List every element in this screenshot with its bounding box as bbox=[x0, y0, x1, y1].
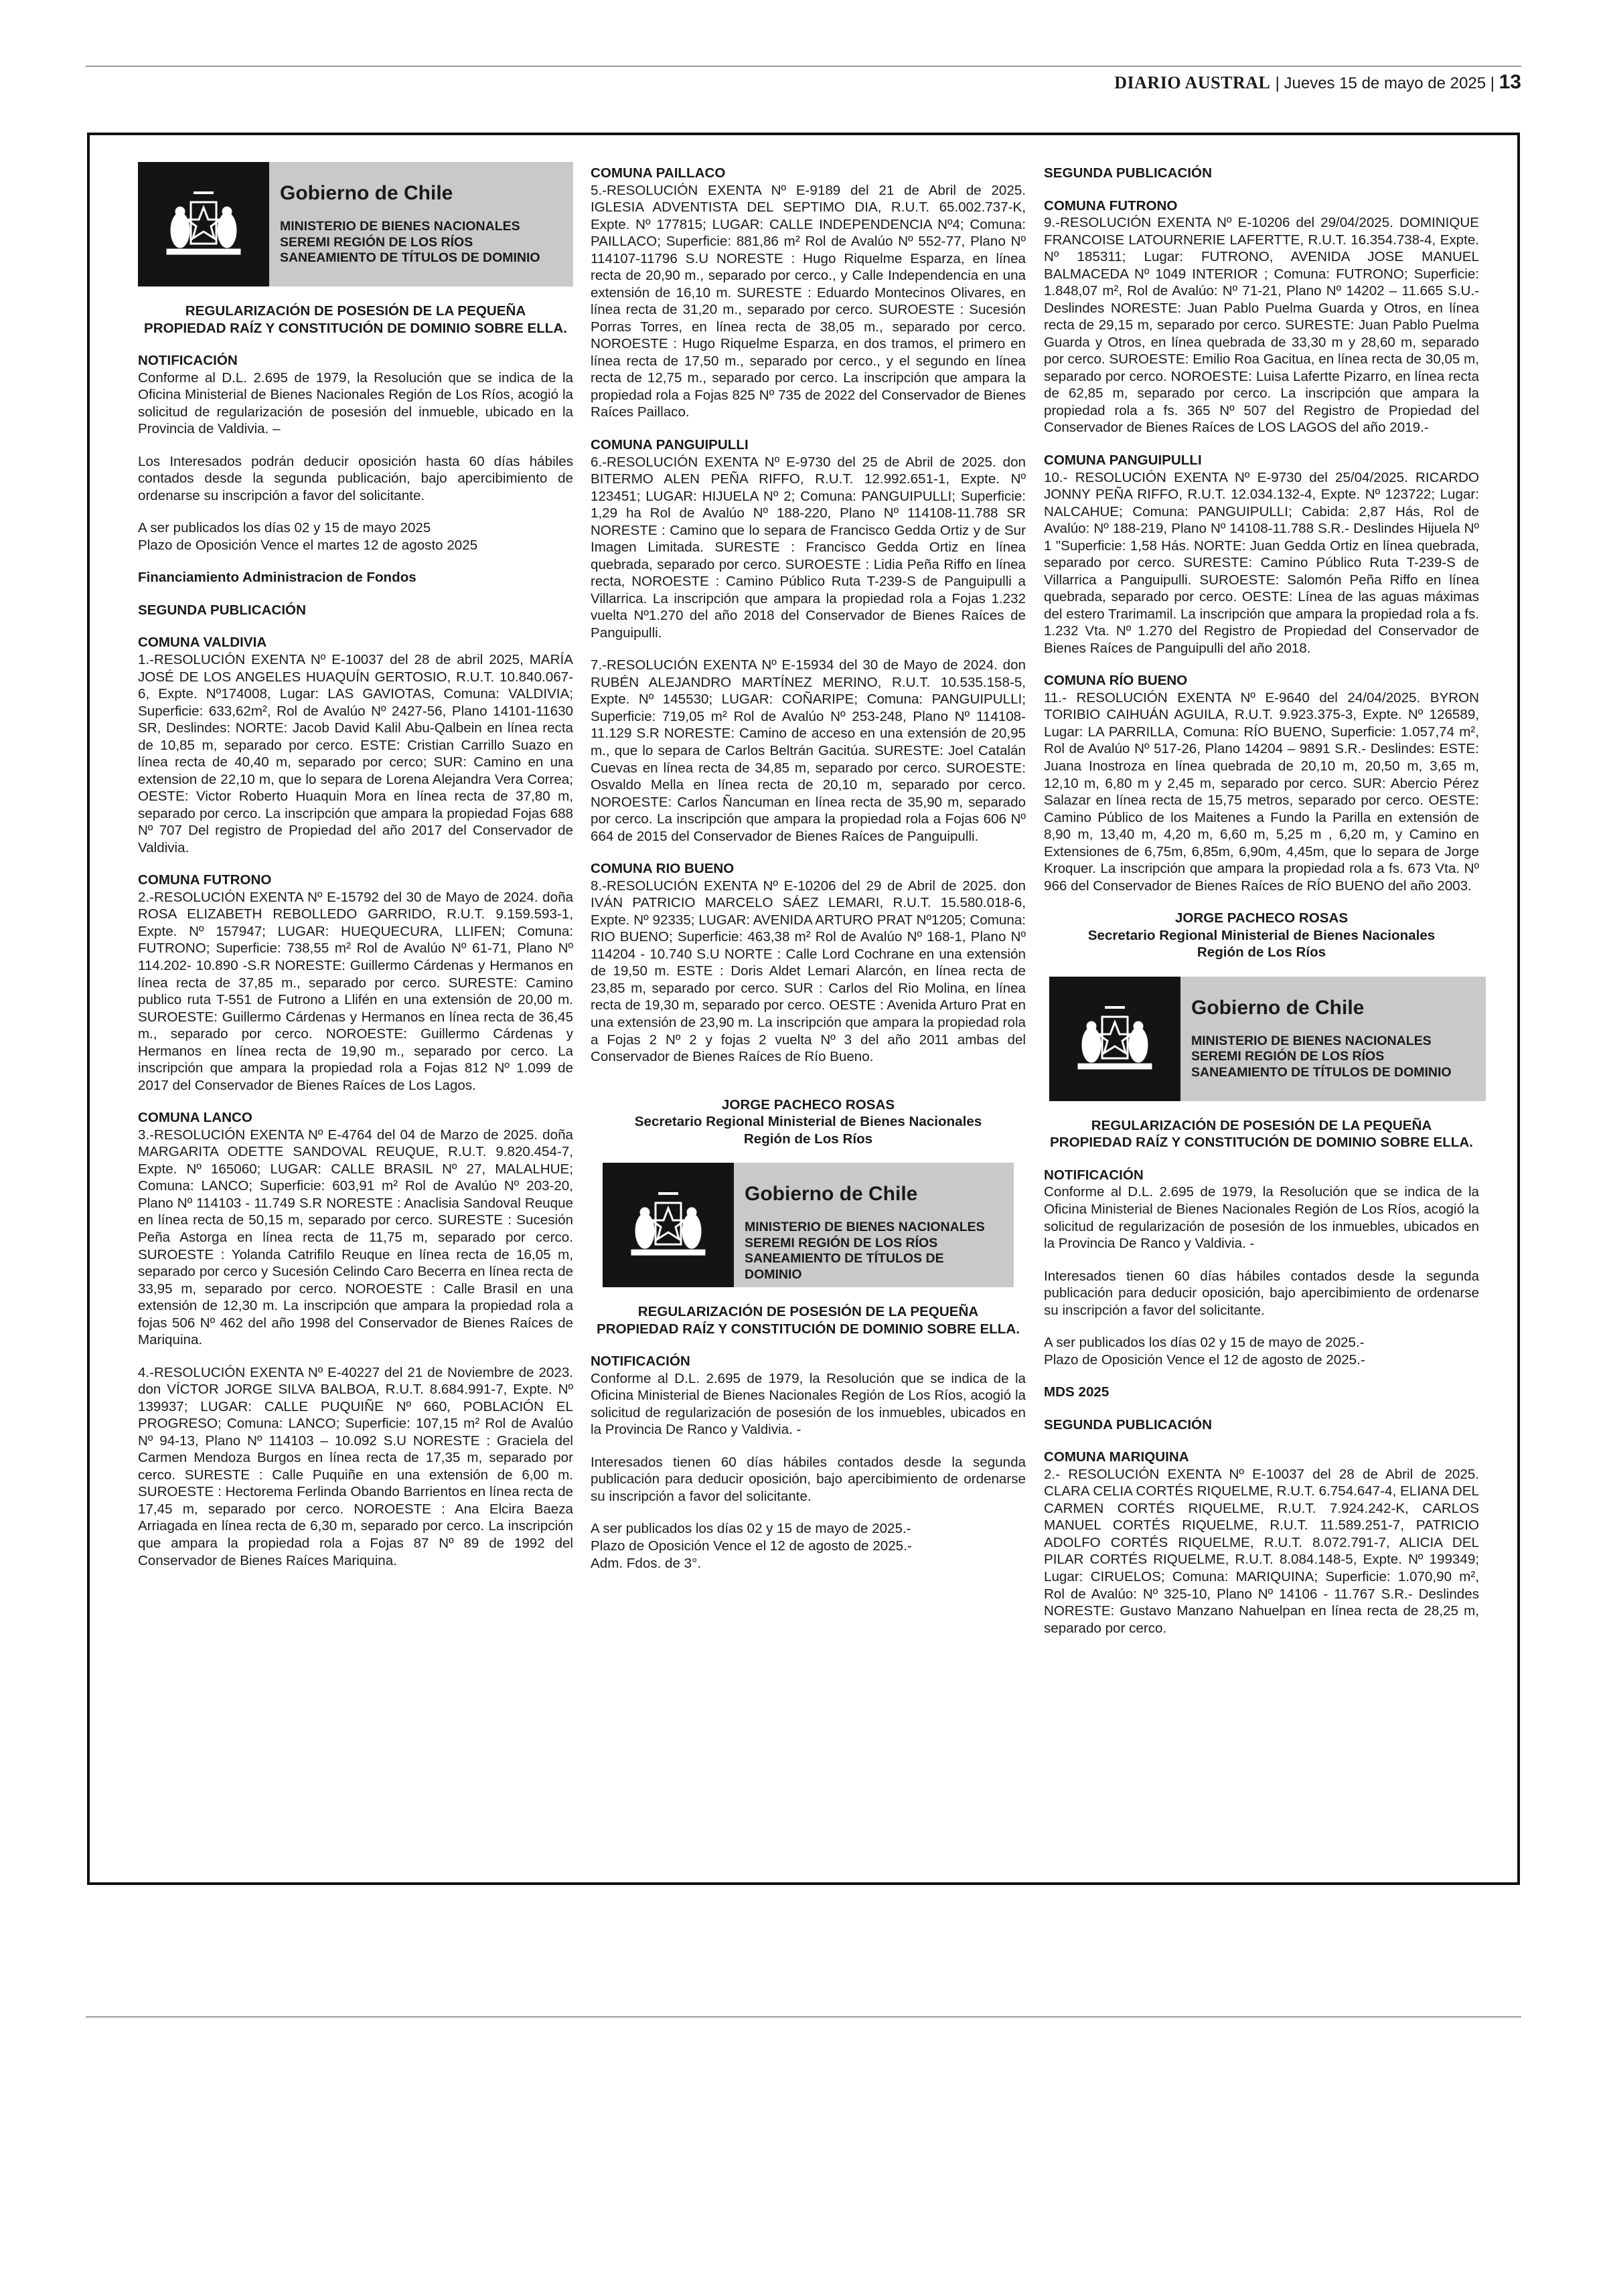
resolucion-5: 5.-RESOLUCIÓN EXENTA Nº E-9189 del 21 de Abril de 2025. IGLESIA ADVENTISTA DEL SEPTIMO DIA, R.U.T. 65.002.737-K, Expte. Nº 177815; LUGAR: CALLE INDEPENDENCIA Nº4; Comuna: PAILLACO; Superficie: 881,86 m² Rol de Avalúo Nº 552-77, Plano Nº 114107-11796 S.U NORESTE : Hugo Riquelme Esparza, en línea recta de 20,90 m., separado por cerco., y Calle Independencia en una extensión de 16,10 m. SURESTE : Eduardo Montecinos Olivares, en línea recta de 31,20 m., separado por cerco. SUROESTE : Sucesión Porras Torres, en línea recta de 38,05 m., separado por cerco. NOROESTE : Hugo Riquelme Esparza, en dos tramos, el primero en línea recta de 17,50 m., separado por cerco., y el segundo en línea recta de 12,75 m., separado por cerco. La inscripción que ampara la propiedad rola a Fojas 825 Nº 735 de 2022 del Conservador de Bienes Raíces Paillaco. bbox=[591, 182, 1026, 420]
oposicion-text: Interesados tienen 60 días hábiles contados desde la segunda publicación para deducir oposición, bajo apercibimiento de ordenarse su inscripción a favor del solicitante. bbox=[1044, 1268, 1479, 1318]
comuna-heading: COMUNA PAILLACO bbox=[591, 165, 726, 181]
signer-region: Región de Los Ríos bbox=[1197, 945, 1326, 961]
issue-date: Jueves 15 de mayo de 2025 bbox=[1284, 74, 1486, 92]
intro-text: Conforme al D.L. 2.695 de 1979, la Resolución que se indica de la Oficina Ministerial de Bienes Nacionales Región de Los Ríos, acogió la solicitud de regularización de posesión de los inmuebles, ubicados en la Provincia De Ranco y Valdivia. - bbox=[1044, 1184, 1479, 1252]
resolucion-mariquina-2: 2.- RESOLUCIÓN EXENTA Nº E-10037 del 28 de Abril de 2025. CLARA CELIA CORTÉS RIQUELME, R.U.T. 6.754.647-4, ELIANA DEL CARMEN CORTÉS RIQUELME, R.U.T. 7.924.242-K, CARLOS MANUEL CORTÉS RIQUELME, R.U.T. 11.589.251-7, PATRICIO ADOLFO CORTÉS RIQUELME, R.U.T. 8.072.791-7, ALICIA DEL PILAR CORTÉS RIQUELME, R.U.T. 8.084.148-5, Expte. Nº 199349; Lugar: CIRUELOS; Comuna: MARIQUINA; Superficie: 1.070,90 m², Rol de Avalúo: Nº 325-10, Plano Nº 14106 - 11.767 S.R.- Deslindes NORESTE: Gustavo Manzano Nahuelpan en línea recta de 28,25 m, separado por cerco. bbox=[1044, 1466, 1479, 1636]
resolucion-7: 7.-RESOLUCIÓN EXENTA Nº E-15934 del 30 de Mayo de 2024. don RUBÉN ALEJANDRO MARTÍNEZ MERINO, R.U.T. 10.535.158-5, Expte. Nº 145530; LUGAR: COÑARIPE; Comuna: PANGUIPULLI; Superficie: 719,05 m² Rol de Avalúo Nº 253-248, Plano Nº 114108-11.129 S.R NORESTE: Camino de acceso en una extensión de 20,95 m., que lo separa de Carlos Beltrán Gacitúa. SURESTE: Joel Catalán Cuevas en línea recta de 34,85 m, separado por cerco. SUROESTE: Osvaldo Mella en línea recta de 20,10 m, separado por cerco. NOROESTE: Carlos Ñancuman en línea recta de 35,90 m, separado por cerco. La inscripción que ampara la propiedad rola a Fojas 606 Nº 664 de 2015 del Conservador de Bienes Raíces de Panguipulli. bbox=[591, 657, 1026, 844]
saneamiento-line: SANEAMIENTO DE TÍTULOS DE DOMINIO bbox=[280, 250, 540, 265]
ministerio-line: MINISTERIO DE BIENES NACIONALES bbox=[745, 1220, 985, 1235]
gobierno-title: Gobierno de Chile bbox=[745, 1183, 918, 1206]
ministerio-line: MINISTERIO DE BIENES NACIONALES bbox=[280, 219, 520, 234]
gobierno-title: Gobierno de Chile bbox=[1191, 996, 1365, 1019]
column-2 bbox=[591, 165, 1026, 1572]
banner-info bbox=[734, 1163, 1014, 1287]
resolucion-6: 6.-RESOLUCIÓN EXENTA Nº E-9730 del 25 de Abril de 2025. don BITERMO ALEN PEÑA RIFFO, R.U.T. 12.992.651-1, Expte. Nº 123451; LUGAR: HIJUELA Nº 2; Comuna: PANGUIPULLI; Superficie: 1,29 ha Rol de Avalúo Nº 188-220, Plano Nº 114108-11.788 SR NORESTE : Camino que lo separa de Francisco Gedda Ortiz y de Sur Imagen Limitada. SURESTE : Francisco Gedda Ortiz en línea quebrada, separado por cerco. SUROESTE : Lidia Peña Riffo en línea recta, NOROESTE : Camino Público Ruta T-239-S de Panguipulli a Villarrica. La inscripción que ampara la propiedad rola a Fojas 1.232 vuelta Nº1.270 del año 2018 del Conservador de Bienes Raíces de Panguipulli. bbox=[591, 454, 1026, 641]
mds-heading: MDS 2025 bbox=[1044, 1384, 1109, 1400]
bottom-rule bbox=[86, 2016, 1521, 2018]
notice-title-line1: REGULARIZACIÓN DE POSESIÓN DE LA PEQUEÑA bbox=[637, 1304, 979, 1320]
ministerio-line: MINISTERIO DE BIENES NACIONALES bbox=[1191, 1034, 1432, 1049]
notice-title-line2: PROPIEDAD RAÍZ Y CONSTITUCIÓN DE DOMINIO SOBRE ELLA. bbox=[1050, 1135, 1473, 1151]
page-number: 13 bbox=[1499, 71, 1521, 93]
notice-frame bbox=[87, 133, 1520, 1885]
intro-text: Conforme al D.L. 2.695 de 1979, la Resolución que se indica de la Oficina Ministerial de Bienes Nacionales Región de Los Ríos, acogió la solicitud de regularización de posesión de los inmuebles, ubicados en la Provincia De Ranco y Valdivia. - bbox=[591, 1370, 1026, 1438]
notice-title-line1: REGULARIZACIÓN DE POSESIÓN DE LA PEQUEÑA bbox=[185, 303, 526, 319]
segunda-publicacion-heading: SEGUNDA PUBLICACIÓN bbox=[1044, 165, 1212, 181]
comuna-heading: COMUNA VALDIVIA bbox=[138, 635, 267, 651]
saneamiento-line: SANEAMIENTO DE TÍTULOS DE DOMINIO bbox=[745, 1251, 944, 1282]
comuna-heading: COMUNA RÍO BUENO bbox=[1044, 673, 1188, 689]
notice-title-line2: PROPIEDAD RAÍZ Y CONSTITUCIÓN DE DOMINIO SOBRE ELLA. bbox=[597, 1321, 1020, 1337]
notice-title-line1: REGULARIZACIÓN DE POSESIÓN DE LA PEQUEÑA bbox=[1091, 1117, 1432, 1133]
plazo-oposicion: Plazo de Oposición Vence el 12 de agosto de 2025.- bbox=[591, 1538, 912, 1554]
oposicion-text: Interesados tienen 60 días hábiles contados desde la segunda publicación para deducir oposición, bajo apercibimiento de ordenarse su inscripción a favor del solicitante. bbox=[591, 1454, 1026, 1504]
resolucion-9: 9.-RESOLUCIÓN EXENTA Nº E-10206 del 29/04/2025. DOMINIQUE FRANCOISE LATOURNERIE LAFERTTE, R.U.T. 16.354.738-4, Expte. Nº 185311; Lugar: FUTRONO, AVENIDA JOSE MANUEL BALMACEDA Nº 1049 INTERIOR ; Comuna: FUTRONO; Superficie: 1.848,07 m², Rol de Avalúo: Nº 71-21, Plano Nº 14202 – 11.665 S.U.- Deslindes NORESTE: Juan Pablo Puelma Guarda y Otros, en línea recta de 29,15 m, separado por cerco. SURESTE: Juan Pablo Puelma Guarda y Otros, en línea quebrada de 33,30 m y 28,60 m, separado por cerco. SUROESTE: Emilio Roa Gacitua, en línea recta de 30,05 m, separado por cerco. NOROESTE: Luisa Lafertte Pizarro, en línea recta de 62,85 m, separado por cerco. La inscripción que ampara la propiedad rola a fs. 365 Nº 507 del Registro de Propiedad del Conservador de Bienes Raíces de LOS LAGOS del año 2019.- bbox=[1044, 215, 1479, 436]
resolucion-2: 2.-RESOLUCIÓN EXENTA Nº E-15792 del 30 de Mayo de 2024. doña ROSA ELIZABETH REBOLLEDO GARRIDO, R.U.T. 9.159.593-1, Expte. Nº 157947; LUGAR: HUEQUECURA, LLIFEN; Comuna: FUTRONO; Superficie: 738,55 m² Rol de Avalúo Nº 61-71, Plano Nº 114.202- 10.890 -S.R NORESTE: Guillermo Cárdenas y Hermanos en línea recta de 37,85 m., separado por cerco. SURESTE: Camino publico ruta T-551 de Futrono a Llifén en una extensión de 20,00 m. SUROESTE: Guillermo Cárdenas y Hermanos en línea recta de 36,45 m., separado por cerco. NOROESTE: Guillermo Cárdenas y Hermanos en línea recta de 19,90 m., separado por cerco. La inscripción que ampara la propiedad rola a Fojas 812 Nº 1.099 de 2017 del Conservador de Bienes Raíces de Los Lagos. bbox=[138, 889, 573, 1093]
fechas-publicacion: A ser publicados los días 02 y 15 de mayo de 2025.- bbox=[1044, 1335, 1365, 1351]
resolucion-1: 1.-RESOLUCIÓN EXENTA Nº E-10037 del 28 de abril 2025, MARÍA JOSÉ DE LOS ANGELES HUAQUÍN GERTOSIO, R.U.T. 10.840.067-6, Expte. Nº174008, Lugar: LAS GAVIOTAS, Comuna: VALDIVIA; Superficie: 633,62m², Rol de Avalúo Nº 2427-56, Plano 14101-11630 SR, Deslindes: NORTE: Jacob David Kalil Abu-Qalbein en línea recta de 10,85 m, separado por cerco. ESTE: Cristian Carrillo Suazo en línea recta de 40,40 m, separado por cerco; SUR: Camino en una extension de 22,10 m, que lo separa de Lorena Alejandra Vera Correa; OESTE: Victor Roberto Huaquin Mora en línea recta de 37,80 m, separado por cerco. La inscripción que ampara la propiedad Fojas 688 Nº 707 Del registro de Propiedad del año 2017 del Conservador de Valdivia. bbox=[138, 651, 573, 855]
comuna-heading: COMUNA FUTRONO bbox=[138, 872, 272, 888]
resolucion-11: 11.- RESOLUCIÓN EXENTA Nº E-9640 del 24/04/2025. BYRON TORIBIO CAIHUÁN AGUILA, R.U.T. 9.923.375-3, Expte. Nº 126589, Lugar: LA PARRILLA, Comuna: RÍO BUENO, Superficie: 1.057,74 m², Rol de Avalúo Nº 517-26, Plano 14204 – 9891 S.R.- Deslindes: ESTE: Juana Inostroza en línea quebrada de 20,10 m, 20,50 m, 3,65 m, 12,10 m, 6,80 m y 2,45 m, separado por cerco. SUR: Abercio Pérez Salazar en línea recta de 15,75 metros, separado por cerco. OESTE: Camino Público de los Maitenes a Fundo la Parilla en extensión de 8,90 m, 13,40 m, 4,20 m, 6,60 m, 5,25 m , 6,20 m, y Camino en Extensiones de 6,75m, 6,85m, 6,90m, 4,45m, que lo separa de Jorge Kroquer. La inscripción que ampara la propiedad rola a fs. 673 Vta. Nº 966 del Conservador de Bienes Raíces de RÍO BUENO del año 2003. bbox=[1044, 689, 1479, 894]
gobierno-banner bbox=[1049, 977, 1486, 1101]
signer-name: JORGE PACHECO ROSAS bbox=[1174, 910, 1349, 926]
column-1 bbox=[138, 162, 573, 1569]
comuna-heading: COMUNA PANGUIPULLI bbox=[1044, 452, 1202, 468]
comuna-heading: COMUNA LANCO bbox=[138, 1110, 252, 1126]
gobierno-banner bbox=[603, 1163, 1014, 1287]
resolucion-3: 3.-RESOLUCIÓN EXENTA Nº E-4764 del 04 de Marzo de 2025. doña MARGARITA ODETTE SANDOVAL REUQUE, R.U.T. 9.820.454-7, Expte. Nº 165060; LUGAR: CALLE BRASIL Nº 27, MALALHUE; Comuna: LANCO; Superficie: 603,91 m² Rol de Avalúo Nº 203-20, Plano Nº 114103 - 11.749 S.R NORESTE : Anaclisia Sandoval Reuque en línea recta de 50,15 m, separado por cerco. SURESTE : Sucesión Peña Astorga en línea recta de 11,75 m, separado por cerco. SUROESTE : Yolanda Catrifilo Reuque en línea recta de 16,05 m, separado por cerco y Sucesión Celindo Caro Becerra en línea recta de 33,95 m, separado por cerco. NOROESTE : Calle Brasil en una extensión de 12,30 m. La inscripción que ampara la propiedad rola a fojas 506 Nº 462 del año 1998 del Conservador de Bienes Raíces de Mariquina. bbox=[138, 1127, 573, 1348]
gobierno-title: Gobierno de Chile bbox=[280, 182, 453, 204]
escudo-chile-icon bbox=[603, 1163, 734, 1287]
comuna-heading: COMUNA FUTRONO bbox=[1044, 197, 1178, 214]
seremi-line: SEREMI REGIÓN DE LOS RÍOS bbox=[1191, 1049, 1385, 1064]
banner-info bbox=[1180, 977, 1486, 1101]
newspaper-name: DIARIO AUSTRAL bbox=[1114, 73, 1271, 92]
seremi-line: SEREMI REGIÓN DE LOS RÍOS bbox=[745, 1235, 938, 1250]
segunda-publicacion-heading: SEGUNDA PUBLICACIÓN bbox=[1044, 1416, 1212, 1432]
intro-text: Conforme al D.L. 2.695 de 1979, la Resolución que se indica de la Oficina Ministerial de Bienes Nacionales Región de Los Ríos, acogió la solicitud de regularización de posesión del inmueble, ubicado en la Provincia de Valdivia. – bbox=[138, 370, 573, 437]
saneamiento-line: SANEAMIENTO DE TÍTULOS DE DOMINIO bbox=[1191, 1064, 1452, 1080]
fechas-publicacion: A ser publicados los días 02 y 15 de mayo de 2025.- bbox=[591, 1521, 911, 1537]
resolucion-4: 4.-RESOLUCIÓN EXENTA Nº E-40227 del 21 de Noviembre de 2023. don VÍCTOR JORGE SILVA BALBOA, R.U.T. 8.684.991-7, Expte. Nº 139937; LUGAR: CALLE PUQUIÑE Nº 660, POBLACIÓN EL PROGRESO; Comuna: LANCO; Superficie: 107,15 m² Rol de Avalúo Nº 94-13, Plano Nº 114103 – 10.092 S.U NORESTE : Graciela del Carmen Mendoza Burgos en línea recta de 17,35 m, separado por cerco. SURESTE : Calle Puquiñe en una extensión de 6,00 m. SUROESTE : Hectorema Ferlinda Obando Barrientos en línea recta de 17,45 m, separado por cerco. NOROESTE : Ana Elcira Baeza Arriagada en línea recta de 6,30 m, separado por cerco. La inscripción que ampara la propiedad rola a Fojas 87 Nº 89 de 1992 del Conservador de Bienes Raíces Mariquina. bbox=[138, 1364, 573, 1568]
signer-region: Región de Los Ríos bbox=[743, 1131, 873, 1147]
page-header: DIARIO AUSTRAL | Jueves 15 de mayo de 2025 | 13 bbox=[1114, 71, 1521, 93]
resolucion-10: 10.- RESOLUCIÓN EXENTA Nº E-9730 del 25/04/2025. RICARDO JONNY PEÑA RIFFO, R.U.T. 12.034.132-4, Expte. Nº 123722; Lugar: NALCAHUE; Comuna: PANGUIPULLI; Cabida: 2,87 Hás, Rol de Avalúo: Nº 188-219, Plano Nº 14108-11.788 S.R.- Deslindes Hijuela Nº 1 "Superficie: 1,58 Hás. NORTE: Juan Gedda Ortiz en línea quebrada, separado por cerco. SURESTE: Camino Público Ruta T-239-S de Villarrica a Panguipulli. SUROESTE: Salomón Peña Riffo en línea quebrada, separado por cerco. OESTE: Línea de las aguas máximas del estero Trarimamil. La inscripción que ampara la propiedad rola a fs. 1.232 Vta. Nº 1.270 del Registro de Propiedad del Conservador de Bienes Raíces de Panguipulli del año 2018. bbox=[1044, 469, 1479, 656]
seremi-line: SEREMI REGIÓN DE LOS RÍOS bbox=[280, 234, 473, 250]
gobierno-banner bbox=[138, 162, 573, 286]
oposicion-text: Los Interesados podrán deducir oposición hasta 60 días hábiles contados desde la segunda publicación, bajo apercibimiento de ordenarse su inscripción a favor del solicitante. bbox=[138, 453, 573, 503]
column-3 bbox=[1044, 165, 1479, 1637]
segunda-publicacion-heading: SEGUNDA PUBLICACIÓN bbox=[138, 602, 306, 618]
escudo-chile-icon bbox=[1049, 977, 1180, 1101]
comuna-heading: COMUNA PANGUIPULLI bbox=[591, 436, 749, 453]
notificacion-heading: NOTIFICACIÓN bbox=[591, 1354, 690, 1370]
notificacion-heading: NOTIFICACIÓN bbox=[138, 353, 238, 369]
comuna-heading: COMUNA MARIQUINA bbox=[1044, 1449, 1189, 1465]
signer-title: Secretario Regional Ministerial de Bienes Nacionales bbox=[634, 1114, 982, 1130]
escudo-chile-icon bbox=[138, 162, 269, 286]
adm-fondos: Adm. Fdos. de 3°. bbox=[591, 1555, 702, 1571]
banner-info bbox=[269, 162, 573, 286]
financiamiento-heading: Financiamiento Administracion de Fondos bbox=[138, 570, 416, 586]
resolucion-8: 8.-RESOLUCIÓN EXENTA Nº E-10206 del 29 de Abril de 2025. don IVÁN PATRICIO MARCELO SÁEZ LEMARI, R.U.T. 15.580.018-6, Expte. Nº 92335; LUGAR: AVENIDA ARTURO PRAT Nº1205; Comuna: RIO BUENO; Superficie: 463,38 m² Rol de Avalúo Nº 168-1, Plano Nº 114204 - 10.740 S.U NORTE : Calle Lord Cochrane en una extensión de 19,50 m. ESTE : Doris Aldet Lemari Alarcón, en línea recta de 23,85 m, separado por cerco. SUR : Carlos del Rio Molina, en línea recta de 19,30 m, separado por cerco. OESTE : Avenida Arturo Prat en una extensión de 23,90 m. La inscripción que ampara la propiedad rola a Fojas 2 Nº 2 y fojas 2 vuelta Nº 3 del año 2011 ambas del Conservador de Bienes Raíces de Río Bueno. bbox=[591, 878, 1026, 1065]
signer-title: Secretario Regional Ministerial de Bienes Nacionales bbox=[1087, 927, 1436, 943]
fechas-publicacion: A ser publicados los días 02 y 15 de mayo 2025 bbox=[138, 520, 431, 536]
notificacion-heading: NOTIFICACIÓN bbox=[1044, 1167, 1144, 1183]
top-rule bbox=[86, 66, 1521, 67]
plazo-oposicion: Plazo de Oposición Vence el 12 de agosto de 2025.- bbox=[1044, 1351, 1365, 1368]
signer-name: JORGE PACHECO ROSAS bbox=[721, 1096, 895, 1113]
notice-title-line2: PROPIEDAD RAÍZ Y CONSTITUCIÓN DE DOMINIO SOBRE ELLA. bbox=[144, 320, 567, 336]
plazo-oposicion: Plazo de Oposición Vence el martes 12 de agosto 2025 bbox=[138, 537, 478, 553]
comuna-heading: COMUNA RIO BUENO bbox=[591, 861, 735, 877]
